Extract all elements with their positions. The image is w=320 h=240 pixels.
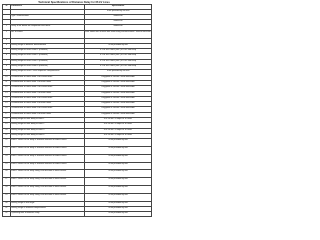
cell-sl: 2 bbox=[3, 30, 11, 38]
cell-sl: 20 bbox=[3, 128, 11, 133]
cell-sl: 25 bbox=[3, 162, 11, 170]
cell-specification: 0.1 to 100 Ohms (Sec.) in 0.01 ohm step bbox=[84, 49, 152, 54]
cell-parameter: Setting range for time delay of zone 3 bbox=[10, 128, 84, 133]
cell-parameter: Zone 4 Reach of the relay along Line direction at rated current bbox=[10, 193, 84, 201]
table-row bbox=[3, 170, 152, 178]
cell-parameter: Setting range for reach - zero sequence compensation bbox=[10, 70, 84, 75]
cell-parameter: Characteristic of reach zone 2 for earth faults bbox=[10, 91, 84, 96]
cell-specification: Polygonal or circular / mho selectable bbox=[84, 107, 152, 112]
cell-specification: To be provided by firm bbox=[84, 147, 152, 155]
cell-specification: Polygonal or circular / mho selectable bbox=[84, 112, 152, 117]
cell-specification: 0 to 10 sec. in steps of 10 msec bbox=[84, 133, 152, 138]
cell-sl: 26 bbox=[3, 170, 11, 178]
cell-specification: Polygonal or circular / mho selectable bbox=[84, 80, 152, 85]
cell-parameter: Zone 1 Reach of the relay along Line direction at rated current bbox=[10, 170, 84, 178]
cell-sl: 24 bbox=[3, 154, 11, 162]
cell-parameter: Zone 3 Reach of the relay in resistive direction at rated current bbox=[10, 154, 84, 162]
cell-parameter: Type / Manufacturer bbox=[10, 14, 84, 19]
cell-parameter: Zone 3 Reach of the relay along Line direction at rated current bbox=[10, 186, 84, 194]
cell-specification: Numerical bbox=[84, 20, 152, 25]
cell-parameter: Setting range of distance measurement bbox=[10, 43, 84, 48]
cell-sl: 27 bbox=[3, 178, 11, 186]
cell-sl: 31 bbox=[3, 206, 11, 211]
cell-parameter: Characteristic of reach zone 3 for earth faults bbox=[10, 102, 84, 107]
cell-specification: To be provided by firm bbox=[84, 201, 152, 206]
cell-specification: To be provided by firm bbox=[84, 154, 152, 162]
cell-specification: 0 to 10 sec. in steps of 10 msec bbox=[84, 128, 152, 133]
cell-parameter: Relay to be based on comparator with detail bbox=[10, 25, 84, 30]
cell-specification: To be provided by firm bbox=[84, 178, 152, 186]
cell-sl: 8 bbox=[3, 65, 11, 70]
cell-sl: 11 bbox=[3, 80, 11, 85]
cell-sl: 32 bbox=[3, 212, 11, 217]
cell-specification: To be provided by the firm bbox=[84, 9, 152, 14]
table-row bbox=[3, 193, 152, 201]
header-sl: Sl bbox=[3, 5, 11, 10]
cell-sl: 18 bbox=[3, 118, 11, 123]
cell-parameter: Operating time of distance relay bbox=[10, 212, 84, 217]
spec-table-body bbox=[3, 5, 152, 217]
cell-specification: To be provided by firm bbox=[84, 206, 152, 211]
cell-specification: To be provided by firm bbox=[84, 212, 152, 217]
cell-specification: Polygonal or circular / mho selectable bbox=[84, 75, 152, 80]
cell-specification: Numerical bbox=[84, 14, 152, 19]
cell-parameter: Characteristic of reach zone 1 for earth faults bbox=[10, 80, 84, 85]
cell-sl: 6 bbox=[3, 54, 11, 59]
cell-parameter: Setting range for time delay of zone 4 bbox=[10, 133, 84, 138]
cell-sl: 23 bbox=[3, 147, 11, 155]
cell-sl: 7 bbox=[3, 59, 11, 64]
spec-sheet bbox=[2, 1, 151, 217]
spec-table bbox=[2, 4, 152, 217]
table-row bbox=[3, 154, 152, 162]
header-specification: Specification bbox=[84, 5, 152, 10]
cell-parameter: Setting range for reach Zone 2 (Forward) bbox=[10, 54, 84, 59]
cell-specification: 0.1 to 100 Ohms (Sec.) in 0.01 ohm step bbox=[84, 65, 152, 70]
cell-sl: 3 bbox=[3, 38, 11, 43]
header-parameters: Parameters bbox=[10, 5, 84, 10]
cell-parameter: Characteristic of reach zone 4 for Phase faults bbox=[10, 107, 84, 112]
table-row bbox=[3, 162, 152, 170]
cell-parameter: Zone 4 Reach of the relay in resistive direction at rated current bbox=[10, 162, 84, 170]
cell-parameter: Setting range for reach Zone 4 (Reverse) bbox=[10, 65, 84, 70]
cell-parameter: Setting range for reach Zone 3 (Forward) bbox=[10, 59, 84, 64]
cell-sl: 30 bbox=[3, 201, 11, 206]
cell-specification: 0.1 to 100 Ohms (Sec.) in 0.01 ohm step bbox=[84, 59, 152, 64]
cell-sl: 13 bbox=[3, 91, 11, 96]
cell-parameter: No. of Zones bbox=[10, 30, 84, 38]
cell-specification: 0 to 10 sec. in steps of 10 msec bbox=[84, 123, 152, 128]
table-row bbox=[3, 30, 152, 38]
cell-specification: To be provided by firm bbox=[84, 186, 152, 194]
cell-sl: 19 bbox=[3, 123, 11, 128]
cell-sl: 29 bbox=[3, 193, 11, 201]
cell-parameter: Characteristic of reach zone 4 for earth faults bbox=[10, 112, 84, 117]
cell-specification: To be provided by firm bbox=[84, 170, 152, 178]
table-row bbox=[3, 147, 152, 155]
table-row bbox=[3, 212, 152, 217]
cell-sl: 21 bbox=[3, 133, 11, 138]
cell-specification: Polygonal or circular / mho selectable bbox=[84, 96, 152, 101]
cell-sl: 9 bbox=[3, 70, 11, 75]
cell-parameter: Zone 2 Reach of the relay along Line direction at rated current bbox=[10, 178, 84, 186]
cell-parameter: Setting range of line angle bbox=[10, 201, 84, 206]
cell-parameter: Zone 2 Reach of the relay in resistive direction at rated current bbox=[10, 147, 84, 155]
cell-sl: 15 bbox=[3, 102, 11, 107]
cell-sl: 4 bbox=[3, 43, 11, 48]
cell-parameter: Characteristic of reach zone 3 for Phase faults bbox=[10, 96, 84, 101]
table-row bbox=[3, 178, 152, 186]
cell-sl: 28 bbox=[3, 186, 11, 194]
cell-sl: 22 bbox=[3, 139, 11, 147]
cell-specification: Polygonal or circular / mho selectable bbox=[84, 91, 152, 96]
cell-parameter: Setting range for time delay of zone 2 bbox=[10, 123, 84, 128]
cell-specification: Four zones with at least one zone being non-directional / reverse direction bbox=[84, 30, 152, 38]
cell-parameter: Setting range of residual compensation bbox=[10, 206, 84, 211]
cell-sl: 1 bbox=[3, 25, 11, 30]
cell-specification: Polygonal or circular / mho selectable bbox=[84, 102, 152, 107]
cell-specification: To be provided by firm bbox=[84, 43, 152, 48]
cell-sl: 5 bbox=[3, 49, 11, 54]
cell-parameter: Setting range for time delay of zone 1 bbox=[10, 118, 84, 123]
cell-parameter: Zone 1 Reach of the relay in resistive direction at rated current bbox=[10, 139, 84, 147]
cell-specification: Polygonal or circular / mho selectable bbox=[84, 86, 152, 91]
document-title: Technical Specifications of Distance Relay for 66 kV Lines bbox=[38, 1, 110, 4]
cell-specification: Numerical bbox=[84, 25, 152, 30]
cell-parameter: Characteristic of reach zone 1 for Phase faults bbox=[10, 75, 84, 80]
table-row bbox=[3, 186, 152, 194]
cell-specification: To be provided by firm bbox=[84, 139, 152, 147]
cell-sl: 14 bbox=[3, 96, 11, 101]
cell-parameter: Characteristic of reach zone 2 for Phase faults bbox=[10, 86, 84, 91]
cell-sl: 16 bbox=[3, 107, 11, 112]
cell-parameter: Setting range for reach Zone 1 (Forward) bbox=[10, 49, 84, 54]
cell-specification: 0.1 to 100 Ohms (Sec.) in 0.01 ohm step bbox=[84, 54, 152, 59]
cell-specification: 0 to 10 sec. in steps of 10 msec bbox=[84, 118, 152, 123]
cell-sl: 17 bbox=[3, 112, 11, 117]
cell-specification: To be provided by firm bbox=[84, 193, 152, 201]
cell-sl: 12 bbox=[3, 86, 11, 91]
cell-specification: To be provided by firm bbox=[84, 162, 152, 170]
table-row bbox=[3, 139, 152, 147]
cell-sl: 10 bbox=[3, 75, 11, 80]
cell-specification: To be provided by the firm bbox=[84, 70, 152, 75]
